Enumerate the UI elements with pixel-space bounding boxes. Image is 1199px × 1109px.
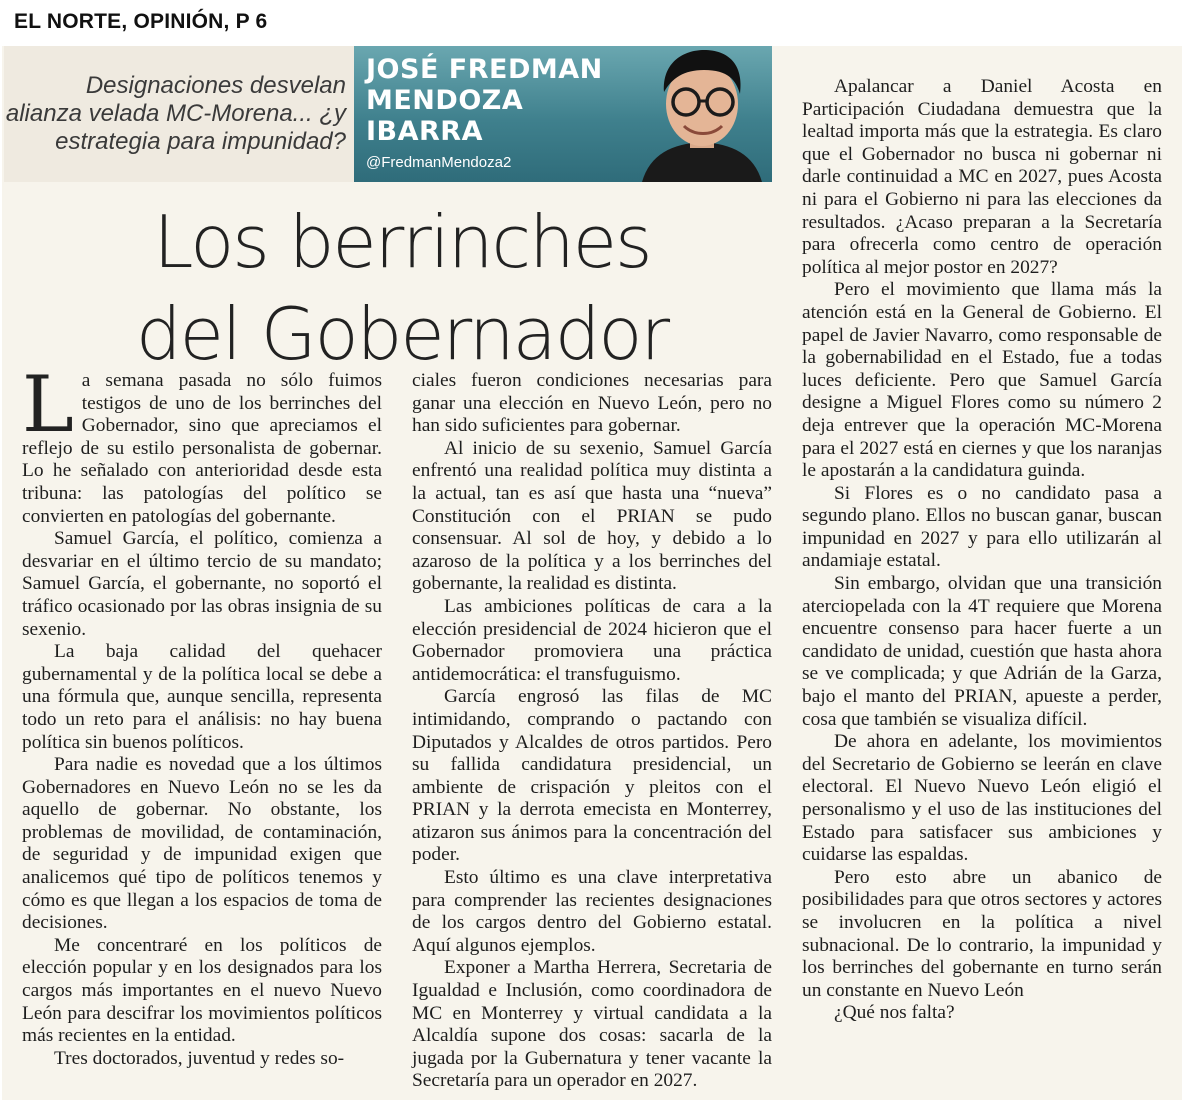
paragraph (802, 1002, 1162, 1025)
article-kicker (4, 46, 356, 182)
paragraph-text: Las ambiciones políticas de cara a la elección presidencial de 2024 hicieron que el Gobernador promoviera una práctica antidemocrática: el transfuguismo. (412, 595, 772, 685)
paragraph-text: Sin embargo, olvidan que una transición aterciopelada con la 4T requiere que Morena encuentre consenso para hacer fuerte a un candidato de unidad, cuestión que hasta ahora se ve complicada; y que Adrián de la Garza, bajo el manto del PRIAN, apueste a perder, cosa que también se visualiza difícil. (802, 573, 1162, 730)
paragraph (22, 360, 382, 528)
paragraph (22, 935, 382, 1048)
paragraph-text: Tres doctorados, juventud y redes so- (54, 1047, 345, 1069)
paragraph-text: La baja calidad del quehacer gubernamental y de la política local se debe a una fórmula que, aunque sencilla, representa todo un reto para el análisis: no hay buena política sin buenos políticos. (22, 641, 382, 753)
author-name: JOSÉ FREDMAN MENDOZA IBARRA (366, 54, 603, 147)
paragraph-text: Apalancar a Daniel Acosta en Participación Ciudadana demuestra que la lealtad importa más que la estrategia. Es claro que el Gobernador no busca ni gobernar ni darle continuidad a MC en 2027, pues Acosta ni para el Gobierno ni para las elecciones da resultados. ¿Acaso preparan a la Secretaría para ofrecerla como centro de operación política al mejor postor en 2027? (802, 76, 1162, 278)
paragraph (802, 483, 1162, 573)
article-column-2 (412, 370, 772, 1093)
paragraph-text: Me concentraré en los políticos de elección popular y en los designados para los cargos más importantes en el nuevo Nuevo León para descifrar los movimientos políticos más recientes en la entidad. (22, 934, 382, 1047)
newspaper-source-label: EL NORTE, OPINIÓN, P 6 (14, 10, 268, 33)
paragraph (412, 686, 772, 867)
paragraph (802, 867, 1162, 1003)
paragraph-text: Pero el movimiento que llama más la atención está en la General de Gobierno. El papel de Javier Navarro, como responsable de la gobernabilidad en el Estado, fue a todas luces deficiente. Pero que Samuel García designe a Miguel Flores como su número 2 deja entrever que la operación MC-Morena para el 2027 está en ciernes y que los naranjas le apostarán a la candidatura guinda. (802, 279, 1162, 482)
drop-cap: L (22, 360, 74, 450)
paragraph (22, 754, 382, 935)
kicker-text: Designaciones desvelan alianza velada MC-Morena... ¿y estrategia para impunidad? (5, 72, 346, 155)
paragraph (22, 641, 382, 754)
paragraph-text: Al inicio de su sexenio, Samuel García enfrentó una realidad política muy distinta a la actual, tan es así que hasta una “nueva” Constitución con el PRIAN se pudo consensuar. Al sol de hoy, y debido a lo azaroso de la política y a los berrinches del gobernante, la realidad es distinta. (412, 437, 772, 595)
paragraph-text: ciales fueron condiciones necesarias para ganar una elección en Nuevo León, pero no han sido suficientes para gobernar. (412, 370, 772, 437)
paragraph-text: Exponer a Martha Herrera, Secretaria de Igualdad e Inclusión, como coordinadora de MC en Monterrey y virtual candidata a la Alcaldía supone dos cosas: sacarla de la jugada por la Gubernatura y tener vacante la Secretaría para un operador en 2027. (412, 957, 772, 1092)
author-portrait (632, 46, 772, 182)
paragraph-text: De ahora en adelante, los movimientos del Secretario de Gobierno se leerán en clave electoral. El Nuevo Nuevo León eligió el personalismo y el uso de las instituciones del Estado para satisfacer sus ambiciones y cuidarse las espaldas. (802, 731, 1162, 866)
paragraph-text: Pero esto abre un abanico de posibilidades para que otros sectores y actores se involucren en la política a nivel subnacional. De lo contrario, la impunidad y los berrinches del gobernante en turno serán un constante en Nuevo León (802, 866, 1162, 1001)
author-handle: @FredmanMendoza2 (366, 154, 512, 171)
paragraph (802, 279, 1162, 482)
paragraph (802, 76, 1162, 279)
paragraph-text: Si Flores es o no candidato pasa a segundo plano. Ellos no buscan ganar, buscan impunidad en 2027 y para ello utilizarán al andamiaje estatal. (802, 482, 1162, 572)
paragraph-text: García engrosó las filas de MC intimidando, comprando o pactando con Diputados y Alcaldes de otros partidos. Pero su fallida candidatura presidencial, un ambiente de crispación y pleitos con el PRIAN y la derrota emecista en Monterrey, atizaron sus ánimos para la concentración del poder. (412, 686, 772, 866)
paragraph (802, 573, 1162, 731)
paragraph (412, 438, 772, 596)
paragraph-text: Para nadie es novedad que a los últimos Gobernadores en Nuevo León no se les da aquello de gobernar. No obstante, los problemas de movilidad, de contaminación, de seguridad y de impunidad exigen que analicemos qué tipo de políticos tenemos y cómo es que llegan a los espacios de toma de decisiones. (22, 754, 382, 934)
paragraph-text: ¿Qué nos falta? (834, 1002, 955, 1024)
article-page (2, 46, 1182, 1100)
paragraph-text: a semana pasada no sólo fuimos testigos de uno de los berrinches del Gobernador, sino que apreciamos el reflejo de su estilo personalista de gobernar. Lo he señalado con anterioridad desde esta tribuna: las patologías del político se convierten en patologías del gobernante. (22, 370, 382, 527)
paragraph (802, 731, 1162, 867)
headline: Los berrinches del Gobernador (135, 200, 669, 376)
paragraph-text: Samuel García, el político, comienza a desvariar en el último tercio de su mandato; Samuel García, el gobernante, no soportó el tráfico ocasionado por las obras insignia de su sexenio. (22, 528, 382, 640)
paragraph (22, 528, 382, 641)
paragraph (412, 957, 772, 1093)
paragraph (412, 596, 772, 686)
paragraph-text: Esto último es una clave interpretativa para comprender las recientes designaciones de los cargos dentro del Gobierno estatal. Aquí algunos ejemplos. (412, 867, 772, 956)
paragraph (412, 867, 772, 957)
author-banner (354, 46, 772, 182)
paragraph (22, 1048, 382, 1071)
paragraph (412, 370, 772, 438)
article-column-1 (22, 360, 382, 1070)
article-column-3 (802, 76, 1162, 1025)
